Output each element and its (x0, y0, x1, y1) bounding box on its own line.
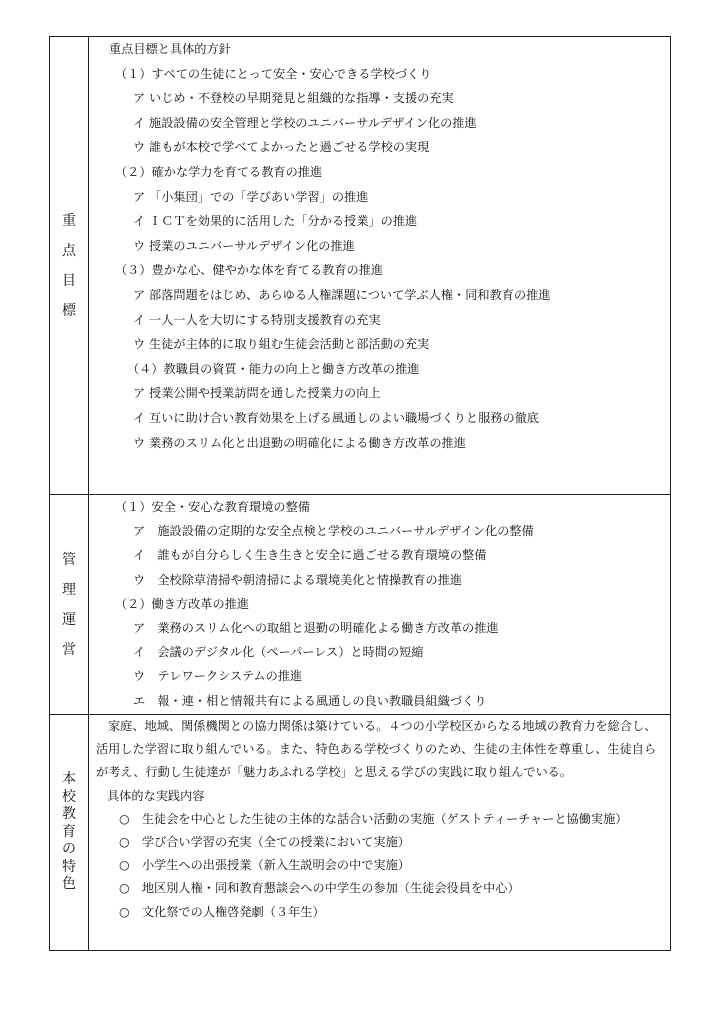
kanri-label-cell (50, 495, 89, 715)
tokushoku-row (50, 715, 671, 951)
list-item: ウ 生徒が主体的に取り組む生徒会活動と部活動の充実 (133, 337, 430, 352)
list-item: イ 施設設備の安全管理と学校のユニバーサルデザイン化の推進 (133, 115, 477, 130)
juten-heading: 重点目標と具体的方針 (109, 42, 231, 56)
section-title: （１）すべての生徒にとって安全・安心できる学校づくり (115, 66, 432, 81)
list-item: イ 一人一人を大切にする特別支援教育の充実 (133, 312, 381, 327)
practice-item: ○ 文化祭での人権啓発劇（３年生） (119, 904, 325, 919)
list-item: イ 互いに助け合い教育効果を上げる風通しのよい職場づくりと服務の徹底 (133, 410, 540, 425)
school-plan-table (49, 36, 671, 951)
kanri-label (62, 545, 76, 665)
list-item: ア いじめ・不登校の早期発見と組織的な指導・支援の充実 (133, 91, 454, 106)
section-title: （１）安全・安心な教育環境の整備 (115, 500, 310, 514)
section-title: （３）豊かな心、健やかな体を育てる教育の推進 (115, 263, 384, 278)
practice-item: ○ 地区別人権・同和教育懇談会への中学生の参加（生徒会役員を中心） (119, 881, 520, 896)
label-char: 色 (62, 876, 76, 893)
label-char: 営 (62, 641, 76, 658)
list-item: ウ テレワークシステムの推進 (133, 669, 303, 684)
list-item: ウ 誰もが本校で学べてよかったと過ごせる学校の実現 (133, 140, 430, 155)
list-item: ア 授業公開や授業訪問を通した授業力の向上 (133, 386, 381, 401)
section-title: （２）働き方改革の推進 (115, 596, 250, 611)
tokushoku-label (62, 771, 76, 894)
list-item: ウ 業務のスリム化と出退勤の明確化による働き方改革の推進 (133, 435, 466, 450)
list-item: ア 施設設備の定期的な安全点検と学校のユニバーサルデザイン化の整備 (133, 524, 534, 539)
feature-paragraph: 家庭、地域、関係機関との協力関係は築けている。４つの小学校区からなる地域の教育力を総合し、活用した学習に取り組んでいる。また、特色ある学校づくりのため、生徒の主体性を尊重し、生徒自らが考え、行動し生徒達が「魅力あふれる学校」と思える学びの実践に取り組んでいる。 (96, 719, 657, 780)
label-char: 校 (62, 788, 76, 805)
label-char: 重 (62, 212, 76, 229)
list-item: ア 「小集団」での「学びあい学習」の推進 (133, 189, 369, 204)
label-char: 理 (62, 581, 76, 598)
kanri-content (89, 495, 671, 715)
list-item: エ 報・連・相と情報共有による風通しの良い教職員組織づくり (133, 693, 487, 708)
label-char: 特 (62, 858, 76, 875)
label-char: 運 (62, 611, 76, 628)
list-item: ア 部落問題をはじめ、あらゆる人権課題について学ぶ人権・同和教育の推進 (133, 287, 551, 302)
tokushoku-label-cell (50, 715, 89, 951)
section-title: （２）確かな学力を育てる教育の推進 (115, 164, 323, 179)
tokushoku-content (89, 715, 671, 951)
label-char: 育 (62, 823, 76, 840)
label-char: 点 (62, 242, 76, 259)
list-item: ア 業務のスリム化への取組と退勤の明確化よる働き方改革の推進 (133, 620, 499, 635)
label-char: 標 (62, 302, 76, 319)
juten-label-cell (50, 37, 89, 495)
section-title: （４）教職員の資質・能力の向上と働き方改革の推進 (127, 361, 420, 376)
kanri-row (50, 495, 671, 715)
label-char: 目 (62, 272, 76, 289)
label-char: 本 (62, 771, 76, 788)
list-item: ウ 全校除草清掃や朝清掃による環境美化と情操教育の推進 (133, 572, 463, 587)
juten-label (62, 206, 76, 326)
list-item: ウ 授業のユニバーサルデザイン化の推進 (133, 238, 355, 253)
label-char: 管 (62, 551, 76, 568)
list-item: イ 会議のデジタル化（ペーパーレス）と時間の短縮 (133, 645, 424, 660)
list-item: イ 誰もが自分らしく生き生きと安全に過ごせる教育環境の整備 (133, 548, 487, 563)
practice-heading: 具体的な実践内容 (107, 788, 205, 803)
list-item: イ ＩＣＴを効果的に活用した「分かる授業」の推進 (133, 214, 418, 229)
practice-item: ○ 学び合い学習の充実（全ての授業において実施） (119, 834, 410, 849)
practice-item: ○ 生徒会を中心とした生徒の主体的な話合い活動の実施（ゲストティーチャーと協働実施） (119, 811, 628, 826)
juten-row (50, 37, 671, 495)
label-char: 教 (62, 806, 76, 823)
practice-item: ○ 小学生への出張授業（新入生説明会の中で実施） (119, 858, 410, 873)
juten-content (89, 37, 671, 495)
label-char: の (62, 841, 76, 858)
